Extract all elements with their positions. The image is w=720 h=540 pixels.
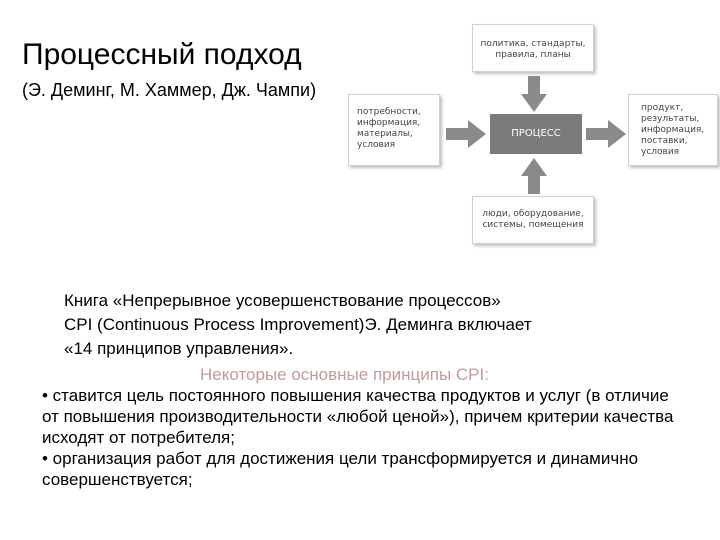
page-title: Процессный подход <box>22 38 302 71</box>
book-line: «14 принципов управления». <box>64 339 294 358</box>
controls-box: политика, стандарты, правила, планы <box>472 24 594 72</box>
process-box: ПРОЦЕСС <box>490 114 582 154</box>
arrow-right-icon <box>586 120 626 148</box>
book-line: Книга «Непрерывное усовершенствование процессов» <box>64 291 501 310</box>
arrow-up-icon <box>521 158 547 194</box>
resources-box: люди, оборудование, системы, помещения <box>472 196 594 244</box>
principles-heading: Некоторые основные принципы CPI: <box>200 365 489 384</box>
list-item: • организация работ для достижения цели трансформируется и динамично совершенствуется; <box>42 449 639 489</box>
outputs-box: продукт, результаты, информация, поставки, условия <box>628 94 718 166</box>
book-description <box>64 289 532 361</box>
inputs-box: потребности, информация, материалы, условия <box>348 94 440 166</box>
book-line: CPI (Continuous Process Improvement)Э. Деминга включает <box>64 315 532 334</box>
principles-list <box>42 385 682 490</box>
list-item: • ставится цель постоянного повышения качества продуктов и услуг (в отличие от повышения производительности «любой ценой»), причем критерии качества исходят от потребителя; <box>42 386 674 447</box>
arrow-right-icon <box>446 120 486 148</box>
arrow-down-icon <box>521 76 547 112</box>
page-subtitle: (Э. Деминг, М. Хаммер, Дж. Чампи) <box>22 80 317 100</box>
